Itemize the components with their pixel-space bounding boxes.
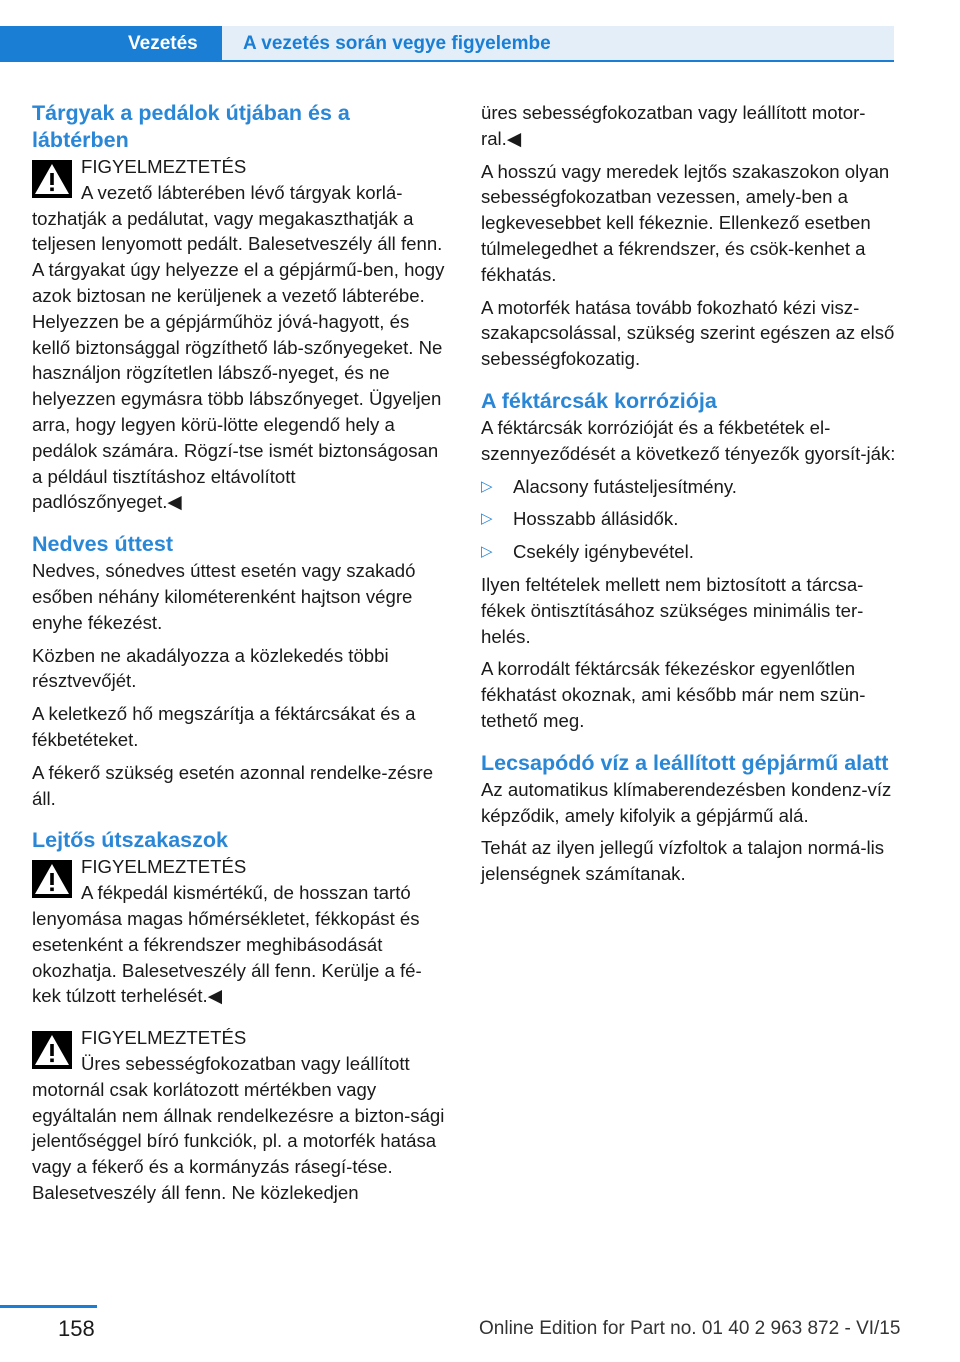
- warning-label: FIGYELMEZTETÉS: [81, 856, 247, 878]
- list-item-text: Hosszabb állásidők.: [513, 508, 679, 530]
- page-number: 158: [58, 1316, 95, 1341]
- paragraph: A keletkező hő megszárítja a féktárcsákat és a fékbetéteket.: [32, 703, 416, 750]
- warning-block-objects: [32, 154, 448, 515]
- paragraph: A féktárcsák korrózióját és a fékbetétek el‐szennyeződését a következő tényezők gyorsít‐ják:: [481, 416, 896, 464]
- paragraph: Közben ne akadályozza a közlekedés többi résztvevőjét.: [32, 644, 389, 692]
- list-item: [481, 474, 897, 500]
- warning-block-neutral-gear: [32, 1025, 448, 1206]
- chapter-tab: Vezetés: [0, 26, 222, 62]
- section-tab: A vezetés során vegye figyelembe: [222, 26, 894, 62]
- list-item: [481, 506, 897, 532]
- warning-text-start: A fékpedál kismértékű, de hosszan tartó: [81, 882, 411, 904]
- header-underline: [222, 60, 894, 62]
- paragraph: A motorfék hatása tovább fokozható kézi visz‐szakapcsolással, szükség szerint egészen az első sebességfokozatig.: [481, 296, 895, 370]
- section-title-wet-road: Nedves úttest: [32, 532, 173, 557]
- list-item: [481, 539, 897, 565]
- list-item-text: Csekély igénybevétel.: [513, 541, 694, 563]
- bullet-triangle-icon: ▷: [481, 510, 493, 528]
- left-column: [32, 100, 448, 1213]
- bullet-triangle-icon: ▷: [481, 477, 493, 495]
- paragraph: A korrodált féktárcsák fékezéskor egyenlőtlen fékhatást okoznak, ami később már nem szün‐tethető meg.: [481, 658, 866, 731]
- warning-text: tozhatják a pedálutat, vagy megakaszthatják a teljesen lenyomott pedált. Balesetveszély áll fenn. A tárgyakat úgy helyezze el a gépjármű‐ben, hogy azok biztosan ne kerüljenek a vezető lábterébe. Helyezzen be a gépjárműhöz jóvá‐hagyott, és kellő biztonsággal rögzíthető láb‐szőnyegeket. Ne használjon rögzítetlen lábsző‐nyeget, és ne helyezzen egymásra több lábszőnyeget. Ügyeljen arra, hogy legyen körü‐lötte elegendő hely a pedálok számára. Rögzí‐tse ismét biztonságosan a például tisztításhoz eltávolított padlószőnyeget.◀: [32, 207, 445, 513]
- warning-triangle-icon: [32, 1031, 72, 1069]
- edition-note: Online Edition for Part no. 01 40 2 963 872 - VI/15: [479, 1318, 901, 1339]
- warning-text: motornál csak korlátozott mértékben vagy egyáltalán nem állnak rendelkezésre a bizton‐sági jelentőséggel bíró funkciók, pl. a motorfék hatása vagy a fékerő és a kormányzás rásegí‐tése. Balesetveszély áll fenn. Ne közlekedjen: [32, 1078, 445, 1203]
- section-title-disc-corrosion: A féktárcsák korróziója: [481, 388, 717, 413]
- page-header: [0, 26, 960, 62]
- section-title-objects: Tárgyak a pedálok útjában és a lábtérben: [32, 101, 350, 152]
- warning-text: lenyomása magas hőmérsékletet, fékkopást és esetenként a fékrendszer meghibásodását okozhatja. Balesetveszély áll fenn. Kerülje a fé‐kek túlzott terhelését.◀: [32, 907, 422, 1007]
- warning-label: FIGYELMEZTETÉS: [81, 156, 247, 177]
- paragraph: Nedves, sónedves úttest esetén vagy szakadó esőben néhány kilométerenként hajtson végre enyhe fékezést.: [32, 560, 416, 633]
- list-item-text: Alacsony futásteljesítmény.: [513, 475, 737, 497]
- paragraph: Tehát az ilyen jellegű vízfoltok a talajon normá‐lis jelenségnek számítanak.: [481, 837, 885, 885]
- right-column: [481, 100, 897, 894]
- section-title-slopes: Lejtős útszakaszok: [32, 828, 228, 853]
- warning-triangle-icon: [32, 160, 72, 198]
- bullet-triangle-icon: ▷: [481, 543, 493, 561]
- paragraph: A hosszú vagy meredek lejtős szakaszokon olyan sebességfokozatban vezessen, amely‐ben a legkevesebbet kell fékeznie. Ellenkező esetben túlmelegedhet a fékrendszer, és csök‐kenhet a fékhatás.: [481, 160, 890, 285]
- warning-label: FIGYELMEZTETÉS: [81, 1027, 247, 1049]
- paragraph: A fékerő szükség esetén azonnal rendelke‐zésre áll.: [32, 761, 434, 809]
- warning-text-start: Üres sebességfokozatban vagy leállított: [81, 1052, 410, 1074]
- section-title-condensation: Lecsapódó víz a leállított gépjármű alatt: [481, 750, 889, 775]
- warning-block-brake-pedal: [32, 854, 448, 1009]
- footer-rule: [0, 1305, 97, 1308]
- paragraph: Ilyen feltételek mellett nem biztosított a tárcsa‐fékek öntisztításához szükséges minimális ter‐helés.: [481, 573, 864, 647]
- warning-triangle-icon: [32, 860, 72, 898]
- paragraph: Az automatikus klímaberendezésben kondenz‐víz képződik, amely kifolyik a gépjármű alá.: [481, 778, 892, 826]
- warning-text-start: A vezető lábterében lévő tárgyak korlá‐: [81, 181, 403, 203]
- factor-list: [481, 474, 897, 565]
- warning-continuation: üres sebességfokozatban vagy leállított motor‐ral.◀: [481, 102, 866, 149]
